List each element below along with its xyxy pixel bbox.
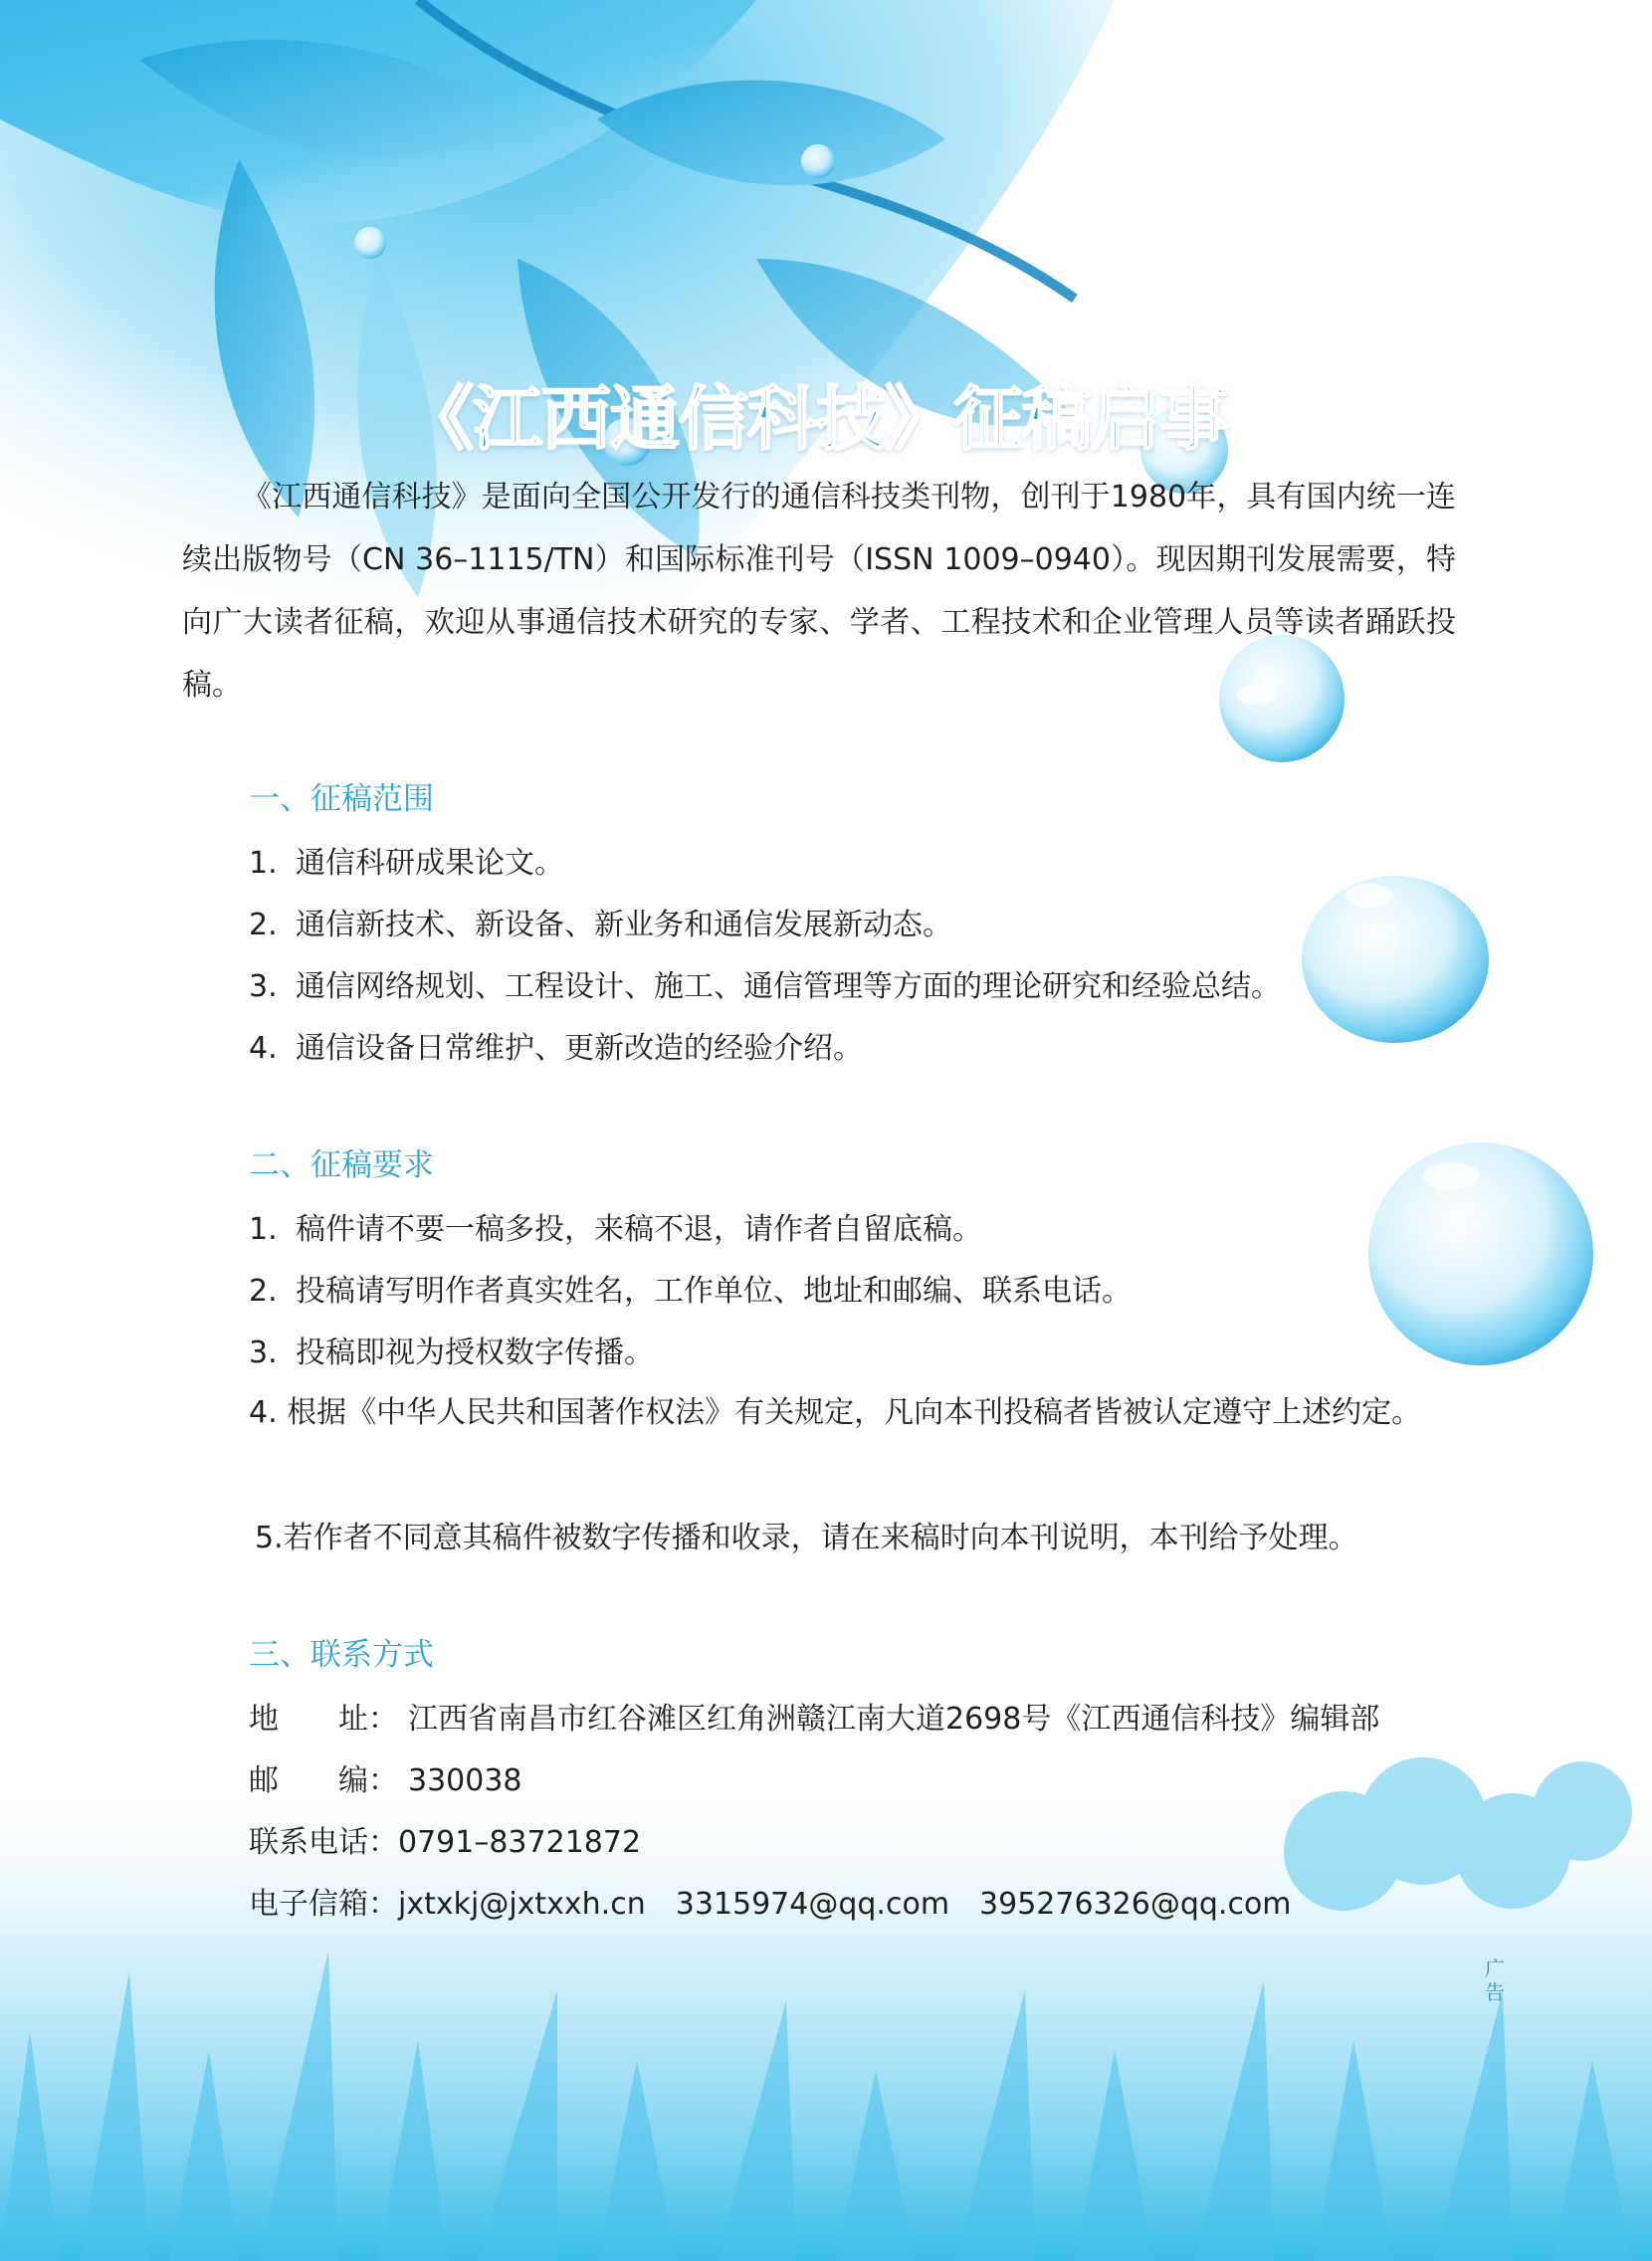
email-link[interactable]: jxtxkj@jxtxxh.cn: [398, 1887, 646, 1922]
postcode-label: 邮 编：: [249, 1763, 398, 1798]
list-item-text: 通信网络规划、工程设计、施工、通信管理等方面的理论研究和经验总结。: [296, 969, 1281, 1004]
email-label: 电子信箱：: [249, 1887, 398, 1922]
list-item-text: 通信新技术、新设备、新业务和通信发展新动态。: [296, 908, 952, 942]
postcode-value: 330038: [408, 1763, 522, 1798]
list-item-number: 5.: [255, 1521, 284, 1555]
list-item: [249, 894, 1463, 956]
intro-paragraph: 《江西通信科技》是面向全国公开发行的通信科技类刊物，创刊于1980年，具有国内统一连续出版物号（CN 36–1115/TN）和国际标准刊号（ISSN 1009–0940）。现因期刊发展需要，特向广大读者征稿，欢迎从事通信技术研究的专家、学者、工程技术和企业管理人员等读者踊跃投稿。: [182, 480, 1456, 703]
section-heading-requirements: 二、征稿要求: [249, 1147, 434, 1183]
address-value: 江西省南昌市红谷滩区红角洲赣江南大道2698号《江西通信科技》编辑部: [408, 1702, 1380, 1737]
list-item-number: 4.: [249, 1395, 278, 1430]
contact-address: [249, 1688, 1503, 1750]
list-item-text: 投稿请写明作者真实姓名，工作单位、地址和邮编、联系电话。: [296, 1274, 1132, 1309]
list-item-text: 通信科研成果论文。: [296, 846, 564, 881]
section-heading-contact: 三、联系方式: [249, 1637, 434, 1673]
contact-phone: [249, 1811, 1503, 1874]
list-item: [249, 832, 1463, 895]
list-item: [249, 955, 1463, 1018]
contact-email: [249, 1873, 1503, 1936]
email-link[interactable]: 3315974@qq.com: [675, 1887, 950, 1922]
list-item-text: 若作者不同意其稿件被数字传播和收录，请在来稿时向本刊说明，本刊给予处理。: [283, 1521, 1358, 1555]
list-item-number: 2.: [249, 1274, 278, 1309]
list-item-number: 2.: [249, 908, 278, 942]
list-item-text: 根据《中华人民共和国著作权法》有关规定，凡向本刊投稿者皆被认定遵守上述约定。: [287, 1395, 1422, 1430]
advertisement-label: 广告: [1485, 1956, 1505, 2004]
list-item-text: 通信设备日常维护、更新改造的经验介绍。: [296, 1031, 863, 1066]
list-item: [249, 1198, 1463, 1261]
phone-value: 0791–83721872: [398, 1825, 642, 1860]
list-item-number: 1.: [249, 846, 278, 881]
page-title: 《江西通信科技》征稿启事: [404, 377, 1228, 460]
list-item-number: 3.: [249, 1336, 278, 1370]
phone-label: 联系电话：: [249, 1825, 398, 1860]
section-heading-scope: 一、征稿范围: [249, 781, 434, 817]
list-item-text: 稿件请不要一稿多投，来稿不退，请作者自留底稿。: [296, 1212, 982, 1247]
contact-postcode: [249, 1749, 1503, 1812]
list-item: [255, 1507, 1469, 1569]
list-item-number: 1.: [249, 1212, 278, 1247]
email-link[interactable]: 395276326@qq.com: [979, 1887, 1292, 1922]
list-item: [182, 1381, 1456, 1444]
list-item: [249, 1322, 1463, 1384]
address-label: 地 址：: [249, 1702, 398, 1737]
list-item-number: 4.: [249, 1031, 278, 1066]
list-item-text: 投稿即视为授权数字传播。: [296, 1336, 654, 1370]
list-item: [249, 1260, 1463, 1323]
list-item-number: 3.: [249, 969, 278, 1004]
list-item: [249, 1017, 1463, 1080]
